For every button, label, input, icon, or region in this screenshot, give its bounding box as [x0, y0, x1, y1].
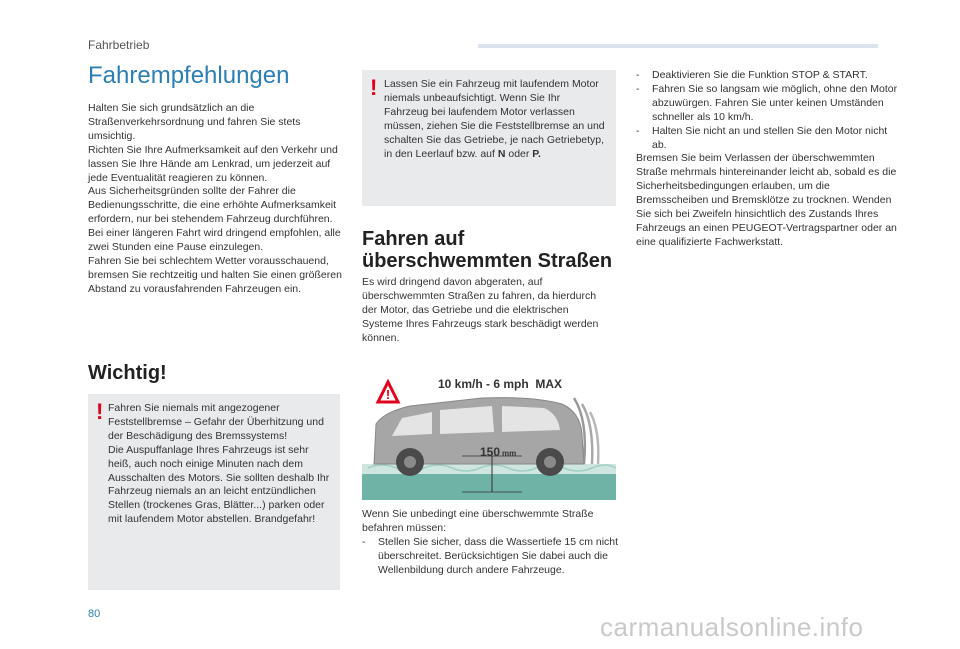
- intro-paragraph: Richten Sie Ihre Aufmerksamkeit auf den Verkehr und lassen Sie Ihre Hände am Lenkrad, um jederzeit auf jede Eventualität reagieren zu können.: [88, 143, 338, 184]
- important-title: Wichtig!: [88, 362, 167, 384]
- header-bar: [478, 44, 878, 48]
- engine-warning-text: Lassen Sie ein Fahrzeug mit laufendem Motor niemals unbeaufsichtigt. Wenn Sie Ihr Fahrzeug bei laufendem Motor verlassen müssen, ziehen Sie die Feststellbremse an und schalten Sie das Getriebe, je nach Getriebetyp, in den Leerlauf bzw. auf N oder P.: [384, 78, 605, 160]
- important-paragraph: Die Auspuffanlage Ihres Fahrzeugs ist sehr heiß, auch noch einige Minuten nach dem Ausschalten des Motors. Sie sollten deshalb Ihr Fahrzeug niemals an an leicht entzündlichen Stellen (trockenes Gras, Blätter...) parken oder mit laufendem Motor abstellen. Brandgefahr!: [108, 443, 330, 526]
- intro-text: [88, 102, 350, 297]
- intro-paragraph: Bei einer längeren Fahrt wird dringend empfohlen, alle zwei Stunden eine Pause einzulegen.: [88, 227, 341, 254]
- section-label: Fahrbetrieb: [88, 38, 150, 52]
- warning-exclamation-icon: !: [370, 75, 378, 100]
- gear-p: P.: [532, 147, 541, 160]
- flooded-intro: Es wird dringend davon abgeraten, auf überschwemmten Straßen zu fahren, da hierdurch der Motor, das Getriebe und die elektrischen Systeme Ihres Fahrzeugs stark beschädigt werden können.: [362, 276, 599, 344]
- column-three: [636, 69, 898, 250]
- list-item: - Fahren Sie so langsam wie möglich, ohne den Motor abzuwürgen. Fahren Sie unter keinen Umständen schneller als 10 km/h.: [636, 82, 898, 123]
- intro-paragraph: Aus Sicherheitsgründen sollte der Fahrer die Bedienungsschritte, die eine erhöhte Aufmerksamkeit erfordern, nur bei stehendem Fahrzeug durchführen.: [88, 185, 337, 226]
- list-item: - Deaktivieren Sie die Funktion STOP & START.: [636, 69, 868, 81]
- warning-triangle-mark: !: [385, 387, 391, 402]
- flooded-steps: [362, 508, 622, 578]
- steps-intro: Wenn Sie unbedingt eine überschwemmte Straße befahren müssen:: [362, 508, 594, 534]
- page-number: 80: [88, 608, 101, 620]
- list-item: - Stellen Sie sicher, dass die Wassertiefe 15 cm nicht überschreitet. Berücksichtigen Sie dabei auch die Wellenbildung durch andere Fahrzeuge.: [362, 535, 619, 576]
- flooded-road-illustration: [362, 364, 616, 500]
- flooded-roads-title: Fahren auf überschwemmten Straßen: [362, 228, 613, 272]
- water-depth-area: [362, 472, 616, 500]
- important-warning-box: [88, 394, 340, 590]
- list-item: - Halten Sie nicht an und stellen Sie den Motor nicht ab.: [636, 124, 888, 151]
- warning-exclamation-icon: !: [96, 399, 104, 424]
- gear-n: N: [497, 147, 506, 160]
- intro-paragraph: Halten Sie sich grundsätzlich an die Straßenverkehrsordnung und fahren Sie stets umsichtig.: [88, 102, 301, 142]
- watermark: carmanualsonline.info: [600, 612, 864, 642]
- after-text: Bremsen Sie beim Verlassen der überschwemmten Straße mehrmals hintereinander leicht ab, sobald es die Sicherheitsbedingungen erlauben, um die Bremsscheiben und Bremsklötze zu trocknen. Wenden Sie sich bei Zweifeln hinsichtlich des Zustands Ihres Fahrzeugs an einen PEUGEOT-Vertragspartner oder an eine qualifizierte Fachwerkstatt.: [636, 152, 897, 248]
- engine-warning-box: [362, 70, 616, 206]
- important-paragraph: Fahren Sie niemals mit angezogener Feststellbremse – Gefahr der Überhitzung und der Beschädigung des Bremssystems!: [108, 402, 324, 442]
- depth-value-label: 150 mm: [480, 445, 517, 459]
- speed-limit-label: 10 km/h - 6 mph MAX: [438, 377, 563, 391]
- page-title: Fahrempfehlungen: [88, 62, 290, 89]
- intro-paragraph: Fahren Sie bei schlechtem Wetter vorausschauend, bremsen Sie rechtzeitig und halten Sie einen größeren Abstand zu vorausfahrenden Fahrzeugen ein.: [88, 254, 342, 295]
